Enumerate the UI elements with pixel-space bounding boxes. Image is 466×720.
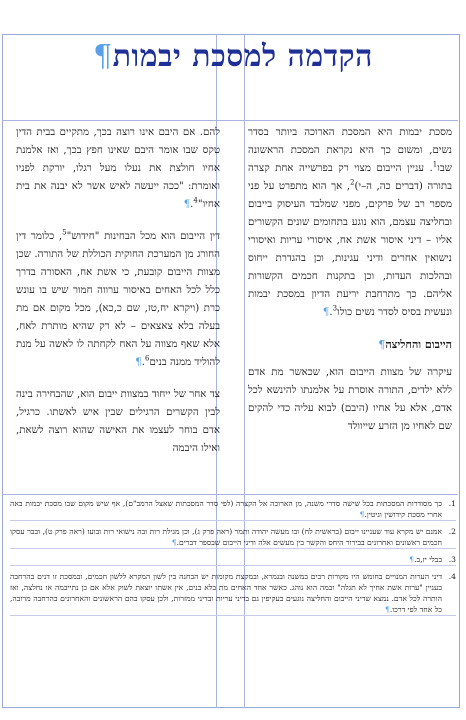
pilcrow-icon: ¶ [359, 510, 365, 519]
text-column-left [16, 124, 220, 472]
footnote [10, 554, 456, 566]
footnote-number: 2. [448, 527, 456, 536]
pilcrow-icon: ¶ [384, 605, 390, 614]
page-title [0, 38, 466, 76]
pilcrow-icon: ¶ [183, 199, 191, 210]
pilcrow-icon: ¶ [171, 538, 177, 547]
footnote-text: אמנם יש מקרא עוד שעניינו ייבום (בראשית לח) ובו מעשה יהודה ותמר (ראה פרק ג), וכן מגילת רות ובה נישואי רות ובועז (ראה פרק ט), וכבר עסקו חכמים ראשונים ואחרונים בבירור היחס והקשר בין מעשים אלה ודיני הייבום שבספר דברים. [10, 527, 442, 547]
margin-guide [2, 494, 458, 495]
footnote-text: כך מסודרות המסכתות בכל שישה סדרי משנה, מן הארוכה אל הקצרה (לפי סדר המסכתות שאצל הרמב"ם), אף שיש מקום שבו מסכת יבמות באה אחרי מסכת קידושין וגיטין. [10, 499, 442, 519]
footnote-number: 3. [448, 555, 456, 564]
pilcrow-icon: ¶ [322, 307, 330, 318]
footnote-text: דיני הערות המנויים בחומש היו מקורות רבים במשנה ובגמרא, ובמקצת מקומות יש הבחנה בין לשון המקרא ללשון חכמים, ובמסכת זו דנים בהרחבה בעניין "ערות אשת אחיך לא תגלה" ובמה הוא נוהג. כאשר אחד האחים מת בלא בנים, אין אשתו יוצאת לשוק אלא אם כן נתייבמה או נחלצה, ואז הותרה לכל אדם. נמצא שדיני הייבום והחליצה נוגעים בעקיפין גם בדיני עריות ובדיני ממזרות, ולכן עסקו בהם הראשונים והאחרונים בהרחבה מרובה, כל אחד לפי דרכו. [10, 572, 442, 614]
pilcrow-icon: ¶ [378, 338, 386, 351]
paragraph: להם. אם היבם אינו רוצה בכך, מתקיים בבית הדין טקס שבו אומר היבם שאינו חפץ בכך, ואז אלמנת אחיו חולצת את נעלו מעל רגלו, יורקת לפניו ואומרת: "ככה ייעשה לאיש אשר לא יבנה את בית אחיו"$^4$.¶ [16, 127, 220, 210]
paragraph: דין הייבום הוא מכל הבחינות "חידוש"$^5$, כלומר דין החורג מן המערכת החוקית הכוללת של התורה. שכן מצוות הייבום קובעת, כי אשת אח, האסורה בדרך כלל לכל האחים באיסור ערווה חמור שיש בו עונש כרת (ויקרא יח,טז, שם כ,כא), מכל מקום אם מת בעלה בלא צאצאים – לא רק שהיא מותרת לאח, אלא שאף מצווה על האח לקחתה לו לאשה על מנת להוליד ממנה בנים$^6$.¶ [16, 228, 220, 368]
footnote-ref[interactable]: 5 [62, 228, 67, 237]
footnote-ref[interactable]: 4 [193, 196, 198, 205]
title-text: הקדמה למסכת יבמות [112, 39, 373, 74]
pilcrow-icon: ¶ [93, 39, 113, 74]
footnote-ref[interactable]: 3 [332, 304, 338, 313]
paragraph: צד אחר של ייחוד במצוות ייבום הוא, שהבחירה בינה לבין הקשרים הרגילים שבין איש לאשתו. כרגיל, אדם בוחר לעצמו את האישה שהוא רוצה לשאת, ואילו היבמה [16, 389, 220, 454]
paragraph: עיקרה של מצוות הייבום הוא, שכאשר מת אדם ללא ילדים, התורה אוסרת על אלמנתו להינשא לכל אדם, אלא על אחיו (היבם) לבוא עליה כדי להקים שם לאחיו מן הזרע שייוולד [248, 367, 452, 432]
footnote [10, 526, 456, 549]
footnotes-section [10, 498, 456, 621]
paragraph: מסכת יבמות היא המסכת הארוכה ביותר בסדר נשים, ומשום כך היא נקראת המסכת הראשונה שבו$^1$. עניין הייבום מצוי רק בפרשייה אחת קצרה בתורה (דברים כה, ה–י)$^2$, אך הוא מתפרט על פני מספר רב של פרקים, מפני שמלבד העיסוק בייבום ובחליצה עצמם, הוא נוגע בתחומים שונים הקשורים אליו – דיני איסור אשת אח, איסורי עריות ואיסורי נישואין אחרים ודיני עגינות, וכן בהגדרת ייחוס ובהלכות העדות, וכן בתקנות חכמים הקשורות אליהם. כך מתרחבת יריעת הדיון במסכת יבמות ונעשית בסיס לסדר נשים כולו$^3$.¶ [248, 127, 452, 318]
footnote-ref[interactable]: 2 [349, 178, 355, 187]
footnote-number: 4. [448, 572, 456, 581]
footnote-number: 1. [448, 499, 456, 508]
footnote [10, 498, 456, 521]
footnote-ref[interactable]: 6 [144, 354, 150, 363]
section-heading: הייבום והחליצה¶ [378, 338, 452, 351]
footnote [10, 571, 456, 616]
margin-guide [2, 120, 458, 121]
footnote-text: בבלי יז,ב. [414, 555, 442, 564]
pilcrow-icon: ¶ [409, 555, 415, 564]
pilcrow-icon: ¶ [135, 357, 142, 368]
text-column-right [248, 124, 452, 450]
footnote-ref[interactable]: 1 [432, 160, 438, 169]
